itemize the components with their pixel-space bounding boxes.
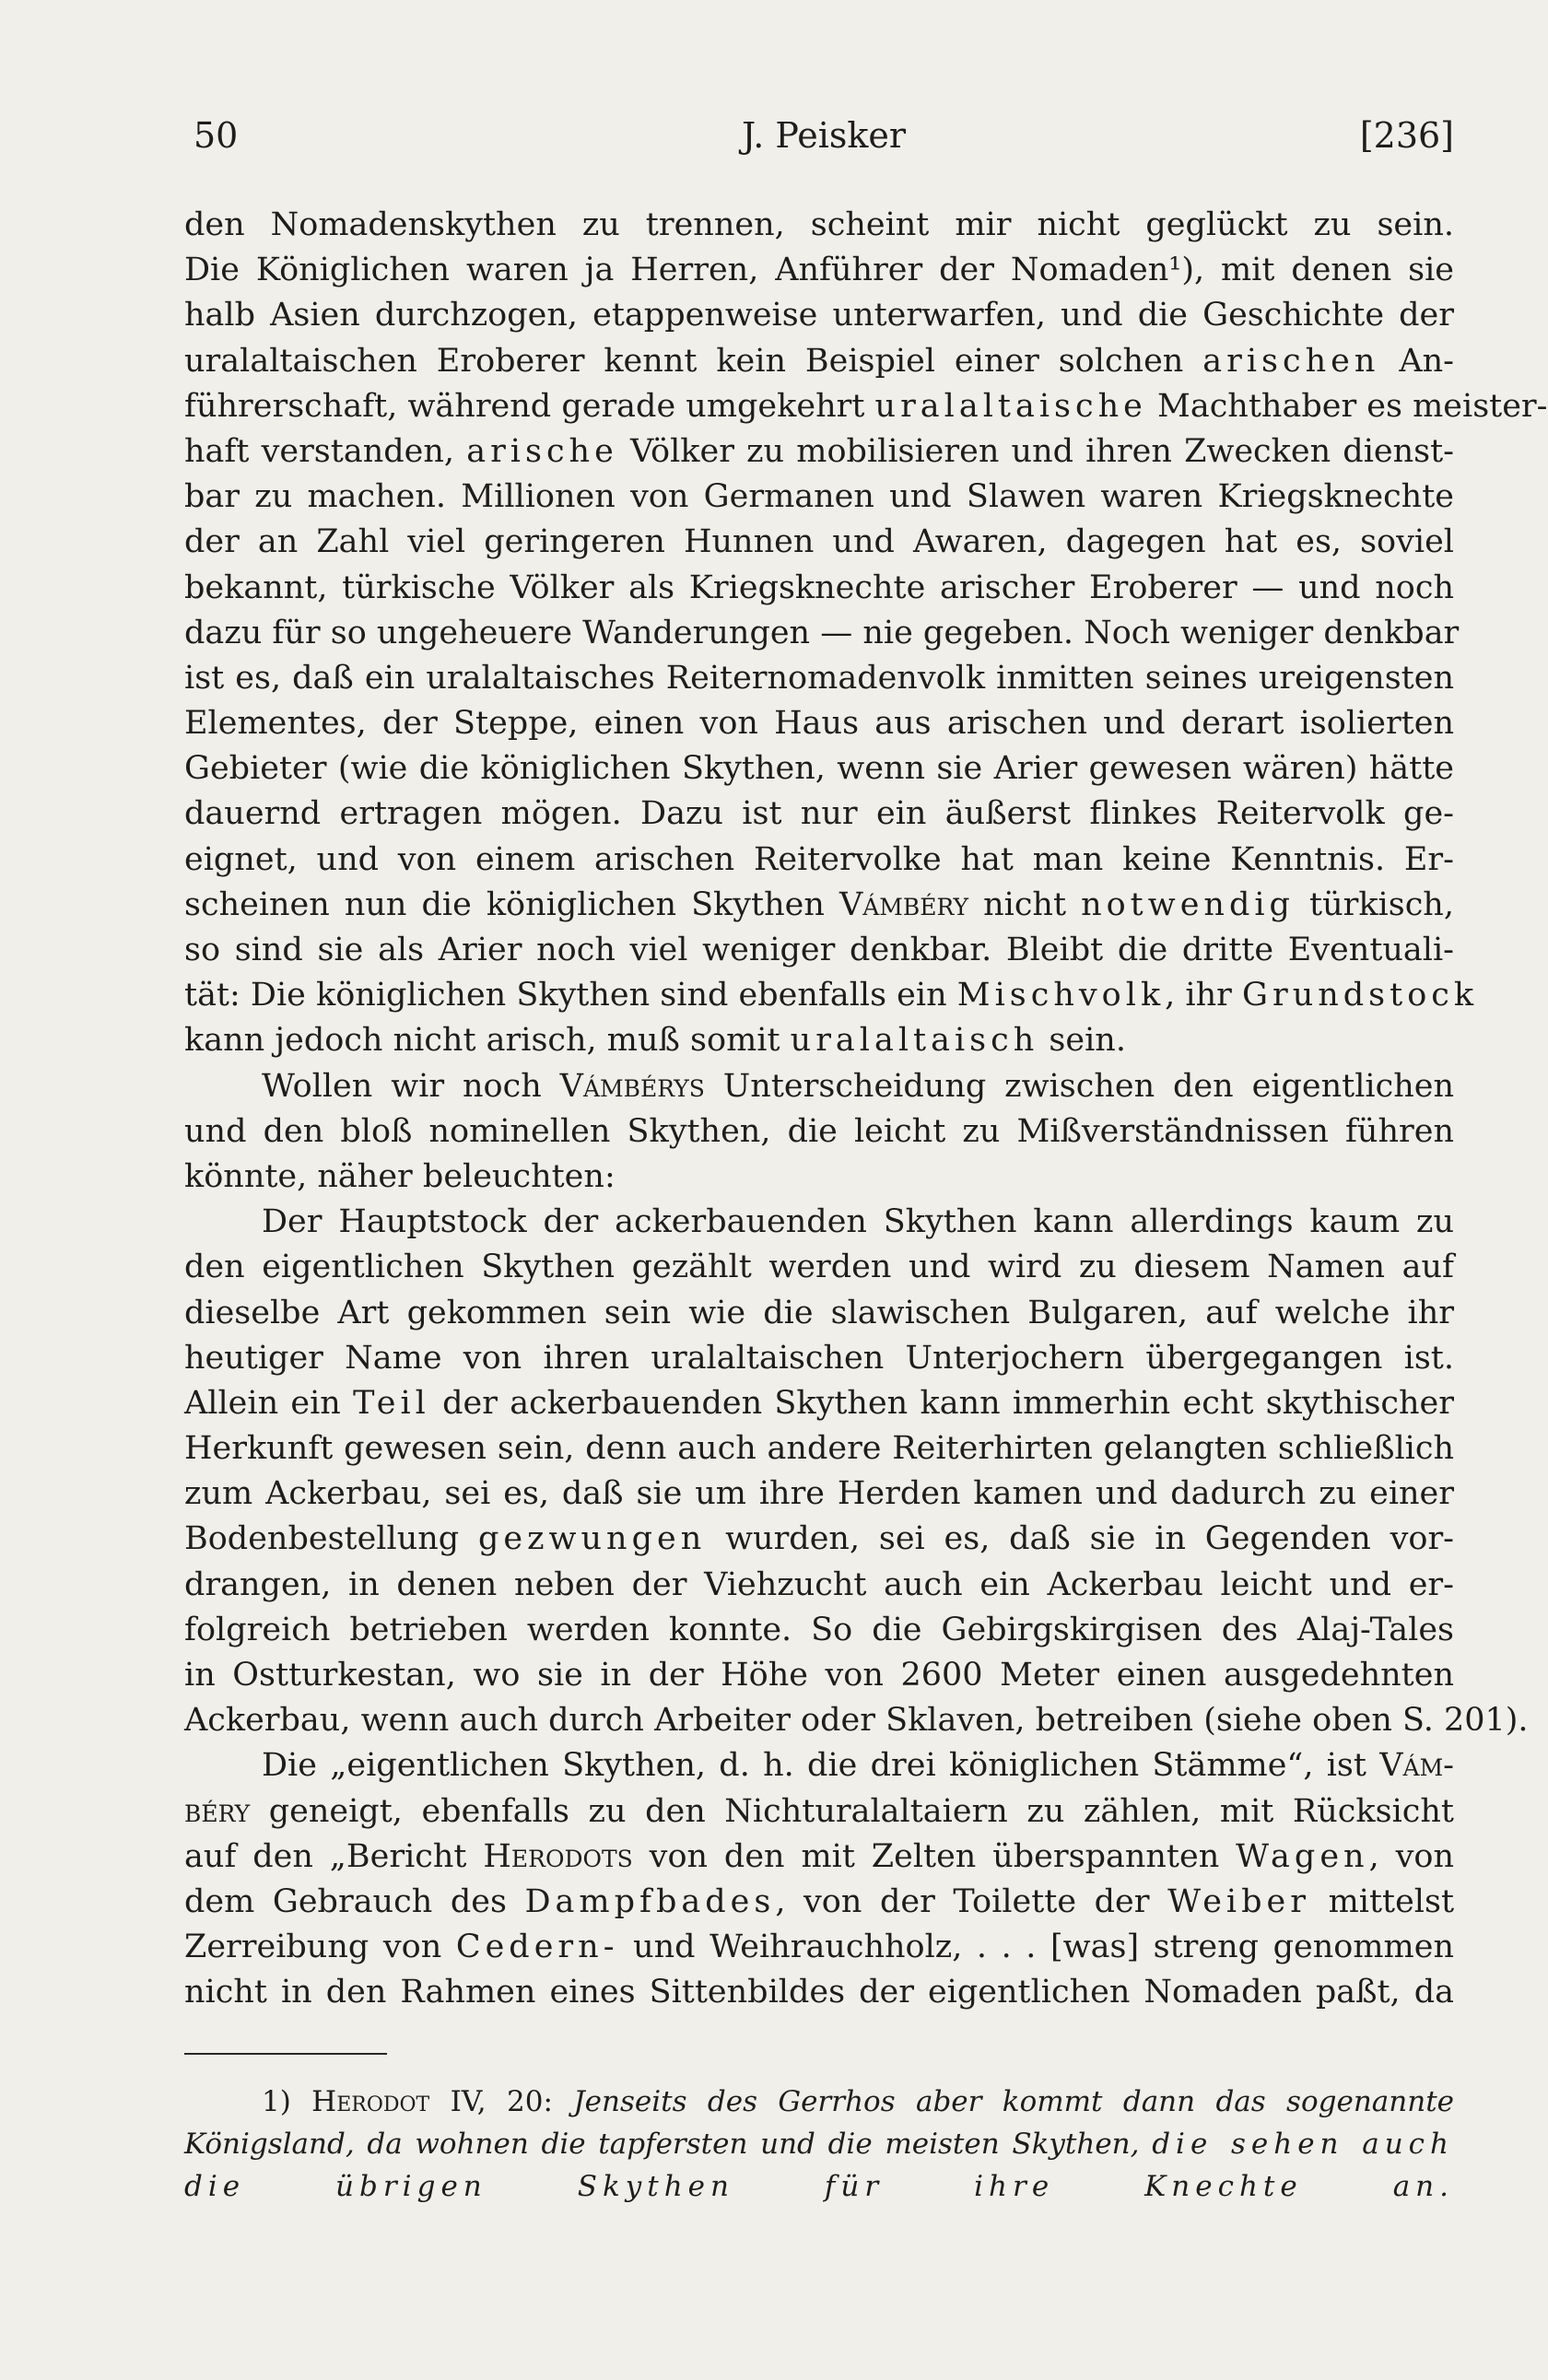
text-span: Elementes, der Steppe, einen von Haus aus arischen und derart isolierten <box>184 705 1454 743</box>
text-span: gezwungen <box>478 1520 707 1558</box>
text-span: den Nomadenskythen zu trennen, scheint mir nicht geglückt zu sein. <box>184 206 1454 243</box>
text-line <box>184 1245 1454 1290</box>
text-line <box>184 1381 1454 1426</box>
text-line <box>184 1109 1454 1155</box>
text-span: uralaltaisch <box>790 1022 1039 1060</box>
text-span: , von <box>1368 1837 1454 1875</box>
text-span: Dampfbades <box>524 1882 776 1920</box>
text-span: Der Hauptstock der ackerbauenden Skythen kann allerdings kaum zu <box>262 1203 1454 1241</box>
text-span: den eigentlichen Skythen gezählt werden und wird zu diesem Namen auf <box>184 1249 1454 1286</box>
text-line <box>184 791 1454 837</box>
text-line <box>184 838 1454 883</box>
text-span: führerschaft, während gerade umgekehrt <box>184 387 875 425</box>
text-span: die sehen auch <box>1152 2128 1454 2161</box>
text-line <box>184 1743 1454 1788</box>
text-span: Grundstock <box>1242 977 1479 1014</box>
text-span: von den mit Zelten überspannten <box>632 1837 1237 1875</box>
text-line <box>184 293 1454 338</box>
text-span: Mischvolk <box>956 977 1166 1014</box>
text-span: Königsland, da wohnen die tapfersten und die meisten Skythen, <box>184 2128 1153 2161</box>
text-span: 1) <box>262 2085 312 2118</box>
text-span: der an Zahl viel geringeren Hunnen und Awaren, dagegen hat es, soviel <box>184 523 1454 561</box>
text-span: Jenseits des Gerrhos aber kommt dann das sogenannte <box>573 2085 1454 2118</box>
text-span: türkisch, <box>1294 885 1454 923</box>
text-span: auf den „Bericht <box>184 1837 484 1875</box>
text-span: geneigt, ebenfalls zu den Nichturalaltaiern zu zählen, mit Rücksicht <box>250 1792 1454 1830</box>
text-line <box>184 203 1454 248</box>
text-span: Vámbéry <box>838 885 969 923</box>
text-span: wurden, sei es, daß sie in Gegenden vor- <box>706 1520 1455 1558</box>
text-span: Machthaber es meister- <box>1146 387 1548 425</box>
text-span: der ackerbauenden Skythen kann immerhin echt skythischer <box>429 1384 1454 1422</box>
text-line <box>184 1970 1454 2015</box>
text-span: Wagen <box>1236 1837 1369 1875</box>
text-span: kann jedoch nicht arisch, muß somit <box>184 1022 791 1060</box>
text-line <box>184 1880 1454 1925</box>
text-span: zum Ackerbau, sei es, daß sie um ihre Herden kamen und dadurch zu einer <box>184 1475 1454 1513</box>
text-line <box>184 611 1460 656</box>
page-number: 50 <box>194 115 239 156</box>
text-span: bar zu machen. Millionen von Germanen und Slawen waren Kriegsknechte <box>184 478 1454 516</box>
text-span: notwendig <box>1081 885 1295 923</box>
text-line <box>184 1925 1454 1970</box>
text-line <box>184 1563 1454 1608</box>
text-span: arischen <box>1202 342 1380 380</box>
running-header <box>194 115 1454 170</box>
text-line <box>184 656 1454 701</box>
text-span: drangen, in denen neben der Viehzucht auch ein Ackerbau leicht und er- <box>184 1565 1454 1603</box>
text-span: An- <box>1379 342 1454 380</box>
text-line <box>184 1698 1529 1743</box>
text-span: mittelst <box>1309 1882 1455 1920</box>
text-span: folgreich betrieben werden konnte. So die Gebirgskirgisen des Alaj-Tales <box>184 1611 1454 1648</box>
text-line <box>184 1018 1454 1063</box>
footnote-line <box>184 2165 1454 2208</box>
text-span: scheinen nun die königlichen Skythen <box>184 885 839 923</box>
text-line <box>184 746 1454 791</box>
text-span: Vámbérys <box>559 1067 705 1105</box>
text-line <box>184 520 1454 565</box>
text-line <box>184 1336 1454 1381</box>
text-span: Vám- <box>1379 1747 1454 1785</box>
text-span: Ackerbau, wenn auch durch Arbeiter oder Sklaven, betreiben (siehe oben S. 201). <box>184 1702 1529 1740</box>
text-span: in Ostturkestan, wo sie in der Höhe von 2600 Meter einen ausgedehnten <box>184 1657 1454 1694</box>
text-span: dieselbe Art gekommen sein wie die slawischen Bulgaren, auf welche ihr <box>184 1294 1454 1331</box>
running-author: J. Peisker <box>741 115 907 156</box>
text-line <box>184 1653 1454 1698</box>
text-span: könnte, näher beleuchten: <box>184 1157 616 1195</box>
text-span: , ihr <box>1165 977 1242 1014</box>
body-text <box>184 203 1548 2016</box>
text-line <box>184 1517 1454 1562</box>
text-span: und Weihrauchholz, . . . [was] streng genommen <box>618 1929 1454 1966</box>
text-span: Herodots <box>483 1837 633 1875</box>
text-line <box>184 701 1454 746</box>
text-span: eignet, und von einem arischen Reitervolke hat man keine Kenntnis. Er- <box>184 840 1454 878</box>
text-line <box>184 339 1454 384</box>
text-span: IV, 20: <box>429 2085 574 2118</box>
text-span: béry <box>184 1792 251 1830</box>
text-span: haft verstanden, <box>184 432 467 470</box>
text-line <box>184 566 1454 611</box>
text-span: Wollen wir noch <box>262 1067 560 1105</box>
text-span: Die „eigentlichen Skythen, d. h. die drei königlichen Stämme“, ist <box>262 1747 1380 1785</box>
text-span: ist es, daß ein uralaltaisches Reiternomadenvolk inmitten seines ureigensten <box>184 659 1454 697</box>
text-span: Unterscheidung zwischen den eigentlichen <box>704 1067 1454 1105</box>
text-line <box>184 973 1479 1018</box>
text-span: Cedern- <box>455 1929 619 1966</box>
text-line <box>184 1835 1454 1880</box>
text-span: uralaltaische <box>874 387 1147 425</box>
footnote-line <box>184 2123 1454 2165</box>
text-line <box>184 928 1454 973</box>
text-line <box>184 883 1454 928</box>
text-line <box>184 1200 1454 1245</box>
text-span: Zerreibung von <box>184 1929 456 1966</box>
text-span: nicht <box>968 885 1082 923</box>
text-line <box>184 1064 1454 1109</box>
text-span: nicht in den Rahmen eines Sittenbildes der eigentlichen Nomaden paßt, da <box>184 1974 1454 2011</box>
text-span: Gebieter (wie die königlichen Skythen, wenn sie Arier gewesen wären) hätte <box>184 750 1454 788</box>
text-span: so sind sie als Arier noch viel weniger denkbar. Bleibt die dritte Eventuali- <box>184 932 1454 968</box>
text-span: uralaltaischen Eroberer kennt kein Beispiel einer solchen <box>184 342 1203 380</box>
text-span: , von der Toilette der <box>775 1882 1168 1920</box>
text-span: tät: Die königlichen Skythen sind ebenfalls ein <box>184 977 957 1014</box>
text-span: Herodot <box>311 2085 430 2118</box>
text-span: dazu für so ungeheuere Wanderungen — nie gegeben. Noch weniger denkbar <box>184 614 1460 651</box>
text-span: dauernd ertragen mögen. Dazu ist nur ein äußerst flinkes Reitervolk ge- <box>184 795 1454 833</box>
text-span: Teil <box>353 1384 430 1422</box>
footnote-line <box>184 2081 1454 2123</box>
text-line <box>184 1789 1454 1835</box>
footnote-rule <box>184 2053 387 2055</box>
text-line <box>184 1155 1454 1200</box>
text-span: Allein ein <box>184 1384 354 1422</box>
footnote <box>184 2081 1454 2208</box>
text-span: Weiber <box>1167 1882 1310 1920</box>
text-span: dem Gebrauch des <box>184 1882 525 1920</box>
text-line <box>184 1608 1454 1653</box>
text-span: und den bloß nominellen Skythen, die leicht zu Mißverständnissen führen <box>184 1112 1454 1150</box>
text-line <box>184 384 1548 429</box>
text-line <box>184 1426 1454 1471</box>
bracket-page-number: [236] <box>1359 115 1454 156</box>
text-span: Die Königlichen waren ja Herren, Anführer der Nomaden¹), mit denen sie <box>184 252 1454 289</box>
text-span: Herkunft gewesen sein, denn auch andere Reiterhirten gelangten schließlich <box>184 1430 1454 1468</box>
text-span: die übrigen Skythen für ihre Knechte an. <box>184 2170 1454 2203</box>
text-span: halb Asien durchzogen, etappenweise unterwarfen, und die Geschichte der <box>184 297 1454 334</box>
text-line <box>184 475 1454 520</box>
text-span: Völker zu mobilisieren und ihren Zwecken dienst- <box>617 432 1454 470</box>
text-span: arische <box>466 432 618 470</box>
text-line <box>184 429 1454 475</box>
text-span: sein. <box>1038 1022 1126 1060</box>
text-line <box>184 1291 1454 1336</box>
text-span: heutiger Name von ihren uralaltaischen Unterjochern übergegangen ist. <box>184 1339 1454 1377</box>
text-line <box>184 1471 1454 1517</box>
text-span: bekannt, türkische Völker als Kriegsknechte arischer Eroberer — und noch <box>184 569 1454 606</box>
text-line <box>184 248 1454 293</box>
text-span: Bodenbestellung <box>184 1520 478 1558</box>
